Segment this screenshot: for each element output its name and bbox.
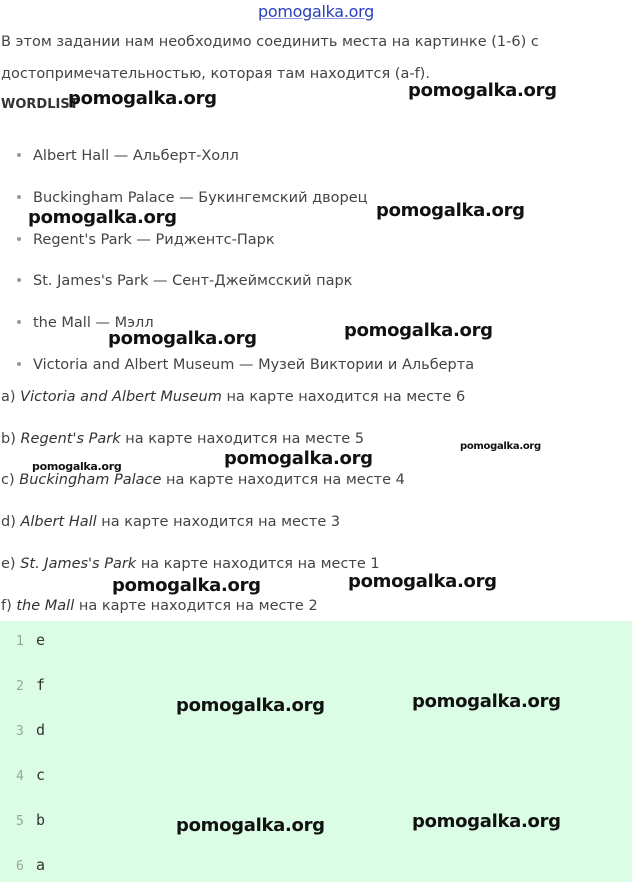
watermark: pomogalka.org [176, 695, 325, 716]
list-item [17, 357, 474, 373]
list-item [17, 148, 239, 164]
answer-f [1, 598, 318, 614]
answer-letter: f) [1, 598, 12, 614]
wordlist-item-text: Victoria and Albert Museum — Музей Виктории и Альберта [33, 357, 475, 373]
answer-e [1, 556, 380, 572]
watermark: pomogalka.org [28, 207, 177, 228]
code-line [16, 721, 45, 739]
answer-b [1, 431, 364, 447]
code-line [16, 631, 45, 649]
answer-letter: c) [1, 472, 15, 488]
watermark: pomogalka.org [176, 815, 325, 836]
list-item [17, 232, 275, 248]
answer-rest: на карте находится на месте 1 [140, 556, 380, 572]
code-line [16, 811, 45, 829]
answer-place: Buckingham Palace [19, 472, 162, 488]
answer-place: St. James's Park [20, 556, 137, 572]
bullet-icon [17, 153, 21, 157]
answer-letter: a) [1, 389, 16, 405]
watermark: pomogalka.org [32, 460, 122, 473]
answer-letter: d) [1, 514, 16, 530]
list-item [17, 273, 352, 289]
bullet-icon [17, 362, 21, 366]
answer-place: Albert Hall [20, 514, 97, 530]
answer-d [1, 514, 340, 530]
watermark: pomogalka.org [412, 811, 561, 832]
watermark: pomogalka.org [460, 441, 541, 452]
answer-rest: на карте находится на месте 3 [101, 514, 341, 530]
code-line [16, 766, 45, 784]
line-value: c [36, 766, 46, 784]
line-value: e [36, 631, 46, 649]
wordlist-item-text: Buckingham Palace — Букингемский дворец [33, 190, 368, 206]
watermark: pomogalka.org [408, 80, 557, 101]
answer-rest: на карте находится на месте 2 [78, 598, 318, 614]
intro-line-2: достопримечательностью, которая там находится (a-f). [1, 66, 430, 82]
code-block [0, 621, 632, 882]
answer-letter: e) [1, 556, 16, 572]
wordlist-item-text: Albert Hall — Альберт-Холл [33, 148, 239, 164]
answer-a [1, 389, 465, 405]
wordlist-item-text: the Mall — Мэлл [33, 315, 154, 331]
watermark-top: pomogalka.org [258, 2, 374, 21]
bullet-icon [17, 320, 21, 324]
watermark: pomogalka.org [108, 328, 257, 349]
answer-c [1, 472, 405, 488]
wordlist-item-text: St. James's Park — Сент-Джеймсский парк [33, 273, 353, 289]
bullet-icon [17, 278, 21, 282]
code-line [16, 676, 45, 694]
intro-line-1: В этом задании нам необходимо соединить места на картинке (1-6) с [1, 34, 539, 50]
list-item [17, 190, 368, 206]
wordlist-title: WORDLIST [1, 97, 79, 112]
watermark: pomogalka.org [412, 691, 561, 712]
answer-rest: на карте находится на месте 6 [226, 389, 466, 405]
watermark: pomogalka.org [224, 448, 373, 469]
answer-place: Victoria and Albert Museum [20, 389, 222, 405]
line-value: a [36, 856, 46, 874]
watermark: pomogalka.org [344, 320, 493, 341]
bullet-icon [17, 237, 21, 241]
line-number: 2 [16, 679, 24, 694]
line-number: 1 [16, 634, 24, 649]
code-line [16, 856, 45, 874]
watermark: pomogalka.org [376, 200, 525, 221]
answer-place: Regent's Park [20, 431, 121, 447]
answer-letter: b) [1, 431, 16, 447]
line-value: b [36, 811, 46, 829]
watermark: pomogalka.org [348, 571, 497, 592]
line-number: 6 [16, 859, 24, 874]
wordlist-item-text: Regent's Park — Риджентс-Парк [33, 232, 275, 248]
line-number: 3 [16, 724, 24, 739]
line-number: 5 [16, 814, 24, 829]
answer-rest: на карте находится на месте 5 [125, 431, 365, 447]
watermark: pomogalka.org [112, 575, 261, 596]
line-value: f [36, 676, 46, 694]
line-number: 4 [16, 769, 24, 784]
watermark: pomogalka.org [68, 88, 217, 109]
answer-place: the Mall [16, 598, 75, 614]
line-value: d [36, 721, 46, 739]
bullet-icon [17, 195, 21, 199]
answer-rest: на карте находится на месте 4 [166, 472, 405, 488]
